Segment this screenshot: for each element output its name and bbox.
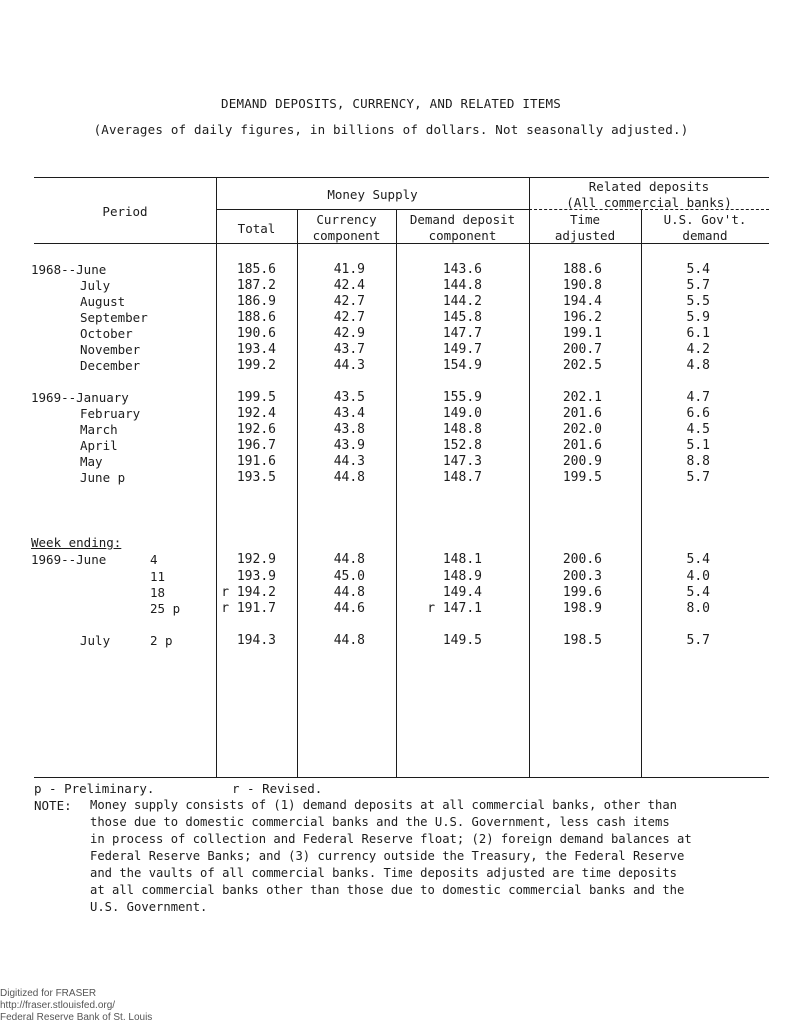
period-label: April — [80, 438, 118, 453]
value-govt: 6.1 — [686, 326, 710, 341]
note-line: U.S. Government. — [90, 900, 208, 914]
period-label: 1969--January — [31, 390, 129, 405]
value-demand: 144.8 — [442, 278, 482, 293]
week-value-time: 198.9 — [562, 601, 602, 616]
value-currency: 44.3 — [333, 454, 365, 469]
money-supply-rule — [216, 209, 529, 210]
week-month-label: 1969--June — [31, 552, 107, 567]
value-currency: 42.7 — [333, 310, 365, 325]
week-value-total: 194.3 — [236, 633, 276, 648]
value-demand: 154.9 — [442, 358, 482, 373]
period-label: September — [80, 310, 148, 325]
value-currency: 41.9 — [333, 262, 365, 277]
value-govt: 5.1 — [686, 438, 710, 453]
header-period: Period — [102, 204, 148, 219]
value-total: 199.5 — [236, 390, 276, 405]
value-govt: 5.4 — [686, 262, 710, 277]
header-currency-line1: Currency — [316, 212, 377, 227]
value-demand: 145.8 — [442, 310, 482, 325]
value-currency: 44.8 — [333, 470, 365, 485]
week-value-demand: 149.5 — [442, 633, 482, 648]
week-day-label: 25 p — [150, 601, 181, 616]
value-time: 202.0 — [562, 422, 602, 437]
value-govt: 8.8 — [686, 454, 710, 469]
note-line: those due to domestic commercial banks and the U.S. Government, less cash items — [90, 815, 670, 829]
value-demand: 155.9 — [442, 390, 482, 405]
value-currency: 43.5 — [333, 390, 365, 405]
period-label: February — [80, 406, 141, 421]
week-value-total: 192.9 — [236, 552, 276, 567]
value-time: 188.6 — [562, 262, 602, 277]
column-divider-demand — [529, 178, 530, 777]
note-line: in process of collection and Federal Reserve float; (2) foreign demand balances at — [90, 832, 692, 846]
period-label: March — [80, 422, 118, 437]
value-govt: 4.8 — [686, 358, 710, 373]
value-total: 185.6 — [236, 262, 276, 277]
week-value-time: 199.6 — [562, 585, 602, 600]
period-label: June p — [80, 470, 126, 485]
header-time-line2: adjusted — [554, 228, 616, 243]
week-value-total: 193.9 — [236, 569, 276, 584]
column-divider-total — [297, 210, 298, 777]
week-value-currency: 44.8 — [333, 552, 365, 567]
value-demand: 144.2 — [442, 294, 482, 309]
value-demand: 152.8 — [442, 438, 482, 453]
value-total: 192.6 — [236, 422, 276, 437]
header-money-supply: Money Supply — [327, 187, 418, 202]
week-day-label: 18 — [150, 585, 166, 600]
value-demand: 149.0 — [442, 406, 482, 421]
period-label: August — [80, 294, 126, 309]
value-currency: 42.9 — [333, 326, 365, 341]
footer-line: Federal Reserve Bank of St. Louis — [0, 1012, 153, 1023]
week-value-time: 200.3 — [562, 569, 602, 584]
value-currency: 42.4 — [333, 278, 365, 293]
value-total: 192.4 — [236, 406, 276, 421]
value-total: 191.6 — [236, 454, 276, 469]
value-time: 202.1 — [562, 390, 602, 405]
value-total: 193.5 — [236, 470, 276, 485]
week-value-time: 200.6 — [562, 552, 602, 567]
footer-line: Digitized for FRASER — [0, 988, 97, 999]
week-value-total: r 191.7 — [221, 601, 276, 616]
week-value-govt: 8.0 — [686, 601, 710, 616]
value-currency: 43.4 — [333, 406, 365, 421]
week-day-label: 2 p — [150, 633, 173, 648]
value-total: 196.7 — [236, 438, 276, 453]
value-demand: 143.6 — [442, 262, 482, 277]
value-currency: 43.8 — [333, 422, 365, 437]
note-label: NOTE: — [34, 798, 72, 813]
header-time-line1: Time — [569, 212, 601, 227]
value-demand: 147.3 — [442, 454, 482, 469]
note-line: Federal Reserve Banks; and (3) currency outside the Treasury, the Federal Reserve — [90, 849, 685, 863]
header-currency-line2: component — [312, 228, 381, 243]
week-value-currency: 44.8 — [333, 633, 365, 648]
header-govt-line2: demand — [682, 228, 728, 243]
value-govt: 6.6 — [686, 406, 710, 421]
value-govt: 5.5 — [686, 294, 710, 309]
value-govt: 5.7 — [686, 278, 710, 293]
period-label: December — [80, 358, 141, 373]
value-demand: 148.7 — [442, 470, 482, 485]
column-divider-time — [641, 210, 642, 777]
period-label: July — [80, 278, 111, 293]
value-time: 190.8 — [562, 278, 602, 293]
column-divider-period — [216, 178, 217, 777]
week-month-label: July — [80, 633, 111, 648]
value-time: 199.1 — [562, 326, 602, 341]
value-time: 201.6 — [562, 438, 602, 453]
value-total: 188.6 — [236, 310, 276, 325]
week-value-demand: r 147.1 — [427, 601, 482, 616]
week-value-total: r 194.2 — [221, 585, 276, 600]
value-time: 200.7 — [562, 342, 602, 357]
value-time: 194.4 — [562, 294, 602, 309]
value-total: 193.4 — [236, 342, 276, 357]
value-time: 199.5 — [562, 470, 602, 485]
note-line: at all commercial banks other than those due to domestic commercial banks and the — [90, 883, 685, 897]
column-divider-currency — [396, 210, 397, 777]
header-demand-line2: component — [428, 228, 497, 243]
value-govt: 4.7 — [686, 390, 710, 405]
value-currency: 43.9 — [333, 438, 365, 453]
week-value-currency: 45.0 — [333, 569, 365, 584]
note-line: Money supply consists of (1) demand deposits at all commercial banks, other than — [90, 798, 677, 812]
value-total: 199.2 — [236, 358, 276, 373]
value-govt: 4.2 — [686, 342, 710, 357]
value-total: 190.6 — [236, 326, 276, 341]
week-value-demand: 148.1 — [442, 552, 482, 567]
value-currency: 44.3 — [333, 358, 365, 373]
note-line: and the vaults of all commercial banks. Time deposits adjusted are time deposits — [90, 866, 677, 880]
period-label: November — [80, 342, 141, 357]
week-value-demand: 148.9 — [442, 569, 482, 584]
week-value-currency: 44.6 — [333, 601, 365, 616]
week-day-label: 11 — [150, 569, 166, 584]
value-total: 187.2 — [236, 278, 276, 293]
week-value-demand: 149.4 — [442, 585, 482, 600]
header-govt-line1: U.S. Gov't. — [663, 212, 747, 227]
period-label: October — [80, 326, 133, 341]
value-currency: 43.7 — [333, 342, 365, 357]
value-govt: 5.9 — [686, 310, 710, 325]
header-demand-line1: Demand deposit — [409, 212, 516, 227]
legend-preliminary: p - Preliminary. — [34, 781, 155, 796]
value-govt: 5.7 — [686, 470, 710, 485]
header-total: Total — [237, 221, 276, 236]
week-value-govt: 5.4 — [686, 585, 710, 600]
week-day-label: 4 — [150, 552, 158, 567]
week-value-govt: 4.0 — [686, 569, 710, 584]
value-time: 200.9 — [562, 454, 602, 469]
value-demand: 147.7 — [442, 326, 482, 341]
week-value-govt: 5.4 — [686, 552, 710, 567]
value-govt: 4.5 — [686, 422, 710, 437]
table-bottom-rule — [34, 777, 769, 778]
value-time: 196.2 — [562, 310, 602, 325]
week-ending-label: Week ending: — [31, 535, 122, 550]
value-demand: 148.8 — [442, 422, 482, 437]
value-time: 201.6 — [562, 406, 602, 421]
value-demand: 149.7 — [442, 342, 482, 357]
week-value-currency: 44.8 — [333, 585, 365, 600]
legend-revised: r - Revised. — [232, 781, 323, 796]
page-subtitle: (Averages of daily figures, in billions of dollars. Not seasonally adjusted.) — [93, 122, 689, 137]
period-label: 1968--June — [31, 262, 107, 277]
footer-line: http://fraser.stlouisfed.org/ — [0, 1000, 116, 1011]
header-all-commercial-banks: (All commercial banks) — [566, 195, 732, 210]
period-label: May — [80, 454, 103, 469]
page-title: DEMAND DEPOSITS, CURRENCY, AND RELATED ITEMS — [221, 96, 561, 111]
week-value-govt: 5.7 — [686, 633, 710, 648]
week-value-time: 198.5 — [562, 633, 602, 648]
value-time: 202.5 — [562, 358, 602, 373]
header-related-deposits: Related deposits — [588, 179, 710, 194]
value-currency: 42.7 — [333, 294, 365, 309]
value-total: 186.9 — [236, 294, 276, 309]
